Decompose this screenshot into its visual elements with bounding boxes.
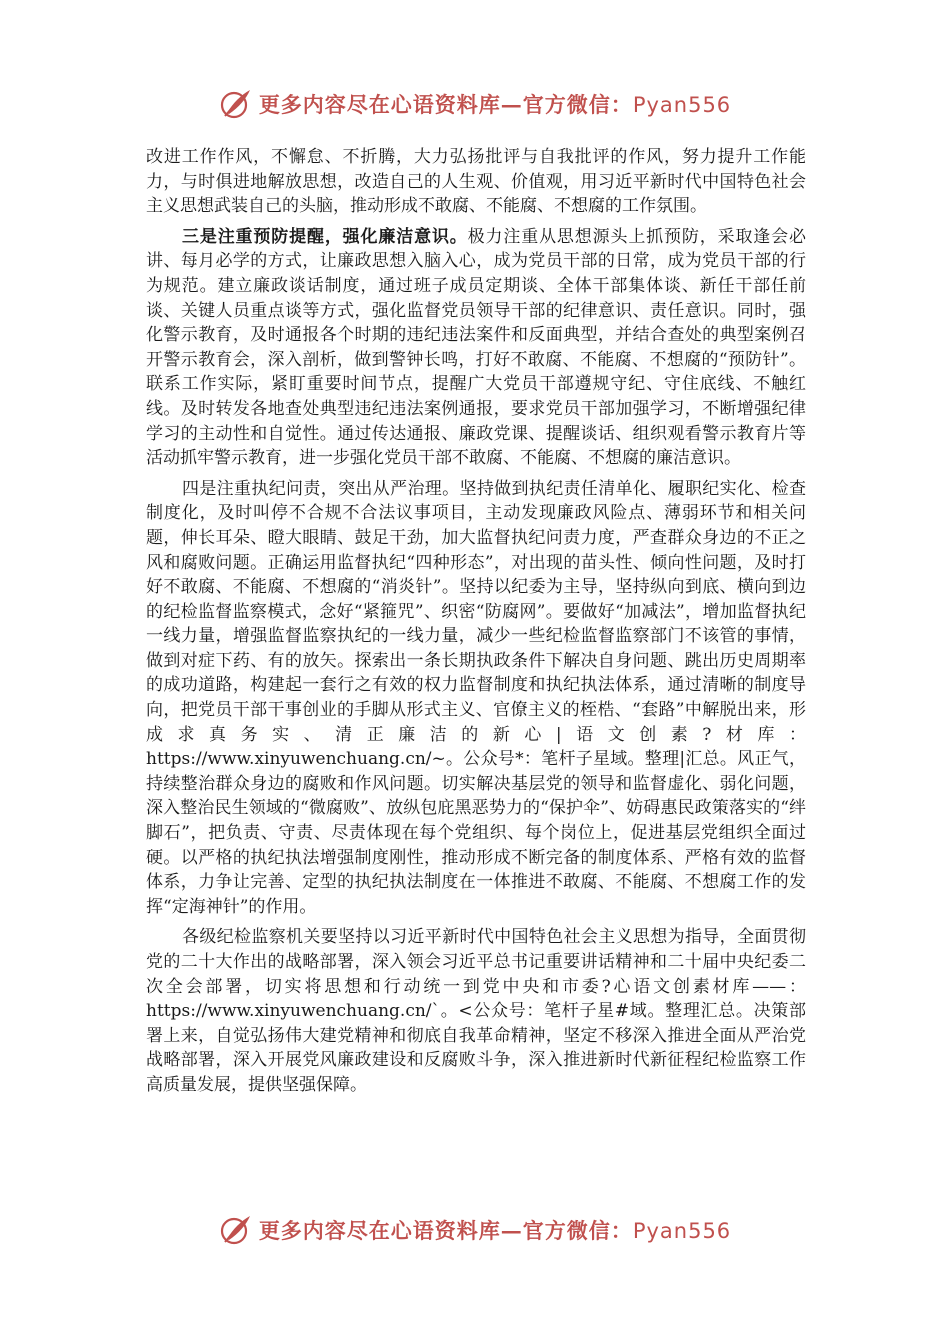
paragraph-3: [146, 477, 806, 920]
paragraph-text: 极力注重从思想源头上抓预防，采取逢会必讲、每月必学的方式，让廉政思想入脑入心，成为党员干部的日常，成为党员干部的行为规范。建立廉政谈话制度，通过班子成员定期谈、全体干部集体谈、新任干部任前谈、关键人员重点谈等方式，强化监督党员领导干部的纪律意识、责任意识。同时，强化警示教育，及时通报各个时期的违纪违法案件和反面典型，并结合查处的典型案例召开警示教育会，深入剖析，做到警钟长鸣，打好不敢腐、不能腐、不想腐的“预防针”。联系工作实际，紧盯重要时间节点，提醒广大党员干部遵规守纪、守住底线、不触红线。及时转发各地查处典型违纪违法案例通报，要求党员干部加强学习，不断增强纪律学习的主动性和自觉性。通过传达通报、廉政党课、提醒谈话、组织观看警示教育片等活动抓牢警示教育，进一步强化党员干部不敢腐、不能腐、不想腐的廉洁意识。: [146, 226, 807, 469]
header-banner-text: 更多内容尽在心语资料库—官方微信：Pyan556: [258, 92, 732, 117]
paragraph-1: [146, 145, 806, 219]
header-banner: [0, 82, 950, 126]
paragraph-2: [146, 225, 806, 471]
footer-banner-text: 更多内容尽在心语资料库—官方微信：Pyan556: [258, 1218, 732, 1243]
paragraph-4: [146, 925, 806, 1097]
quill-pen-icon: [219, 1213, 253, 1247]
quill-pen-icon: [219, 87, 253, 121]
paragraph-text: 改进工作作风，不懈怠、不折腾，大力弘扬批评与自我批评的作风，努力提升工作能力，与时俱进地解放思想，改造自己的人生观、价值观，用习近平新时代中国特色社会主义思想武装自己的头脑，推动形成不敢腐、不能腐、不想腐的工作氛围。: [146, 147, 806, 217]
paragraph-text: 四是注重执纪问责，突出从严治理。坚持做到执纪责任清单化、履职纪实化、检查制度化，及时叫停不合规不合法议事项目，主动发现廉政风险点、薄弱环节和相关问题，伸长耳朵、瞪大眼睛、鼓足干劲，加大监督执纪问责力度，严查群众身边的不正之风和腐败问题。正确运用监督执纪“四种形态”，对出现的苗头性、倾向性问题，及时打好不敢腐、不能腐、不想腐的“消炎针”。坚持以纪委为主导，坚持纵向到底、横向到边的纪检监督监察模式，念好“紧箍咒”、织密“防腐网”。要做好“加减法”，增加监督执纪一线力量，增强监督监察执纪的一线力量，减少一些纪检监督监察部门不该管的事情，做到对症下药、有的放矢。探索出一条长期执政条件下解决自身问题、跳出历史周期率的成功道路，构建起一套行之有效的权力监督制度和执纪执法体系，通过清晰的制度导向，把党员干部干事创业的手脚从形式主义、官僚主义的桎梏、“套路”中解脱出来，形成求真务实、清正廉洁的新心|语文创素?材库：https://www.xinyuwenchuang.cn/~。公众号*：笔杆子星域。整理|汇总。风正气，持续整治群众身边的腐败和作风问题。切实解决基层党的领导和监督虚化、弱化问题，深入整治民生领域的“微腐败”、放纵包庇黑恶势力的“保护伞”、妨碍惠民政策落实的“绊脚石”，把负责、守责、尽责体现在每个党组织、每个岗位上，促进基层党组织全面过硬。以严格的执纪执法增强制度刚性，推动形成不断完备的制度体系、严格有效的监督体系，力争让完善、定型的执纪执法制度在一体推进不敢腐、不能腐、不想腐工作的发挥“定海神针”的作用。: [146, 478, 806, 917]
paragraph-text: 各级纪检监察机关要坚持以习近平新时代中国特色社会主义思想为指导，全面贯彻党的二十大作出的战略部署，深入领会习近平总书记重要讲话精神和二十届中央纪委二次全会部署，切实将思想和行动统一到党中央和市委?心语文创素材库——：https://www.xinyuwenchuang.cn/`。<公众号：笔杆子星#域。整理汇总。决策部署上来，自觉弘扬伟大建党精神和彻底自我革命精神，坚定不移深入推进全面从严治党战略部署，深入开展党风廉政建设和反腐败斗争，深入推进新时代新征程纪检监察工作高质量发展，提供坚强保障。: [146, 927, 806, 1095]
paragraph-lead-heading: 三是注重预防提醒，强化廉洁意识。: [182, 226, 468, 247]
footer-banner: [0, 1208, 950, 1252]
document-body: [146, 145, 806, 1104]
